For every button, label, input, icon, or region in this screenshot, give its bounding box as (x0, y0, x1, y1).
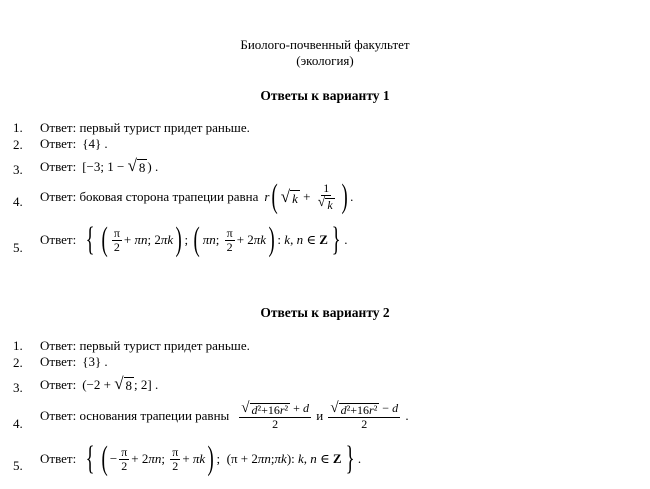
v1-item2-num: 2. (13, 137, 23, 152)
v2-item2-prefix: Ответ: (40, 354, 77, 369)
v2-item5-math: { ( − $\frac{\pi}{2}$ + 2 πn ; $\frac{\pi}{2}$ + πk ) ; (π + 2 πn ; πk ): k , n ∈ Z } . (85, 440, 362, 477)
v1-item2 (40, 136, 108, 152)
v1-item5 (40, 223, 347, 257)
v1-item4-math: r ( √ k + 1 √ k ) . (264, 178, 354, 215)
v2-item5-num: 5. (13, 458, 23, 473)
v2-item3 (40, 375, 158, 394)
v1-item2-math: {4} . (82, 136, 108, 151)
v2-item2 (40, 354, 108, 370)
v1-item3-math: [−3; 1 − √ 8 ) . (82, 156, 159, 175)
v1-item4 (40, 180, 353, 214)
v1-item5-math: { ( $\frac{\pi}{2}$ + πn ; 2 πk ) ; ( πn ; $\frac{\pi}{2}$ + 2 πk ) : k , n ∈ Z } . (85, 221, 348, 258)
v1-item3-num: 3. (13, 162, 23, 177)
v1-item1-text: Ответ: первый турист придет раньше. (40, 120, 250, 135)
v2-item3-prefix: Ответ: (40, 376, 77, 392)
variant1-title: Ответы к варианту 1 (260, 88, 390, 103)
faculty-subtitle: (экология) (296, 53, 354, 68)
v2-item4-prefix: Ответ: основания трапеции равны (40, 408, 230, 423)
faculty-title: Биолого-почвенный факультет (240, 37, 410, 52)
v2-item3-math: (−2 + √ 8 ; 2] . (82, 374, 159, 393)
v2-item2-num: 2. (13, 355, 23, 370)
v2-item3-num: 3. (13, 380, 23, 395)
v2-item1-num: 1. (13, 338, 23, 353)
v1-item4-num: 4. (13, 194, 23, 209)
v2-item1-text: Ответ: первый турист придет раньше. (40, 338, 250, 353)
v2-item5-prefix: Ответ: (40, 451, 77, 466)
v1-item3 (40, 157, 158, 176)
v1-item5-prefix: Ответ: (40, 232, 77, 247)
v1-item3-prefix: Ответ: (40, 158, 77, 174)
v2-item5 (40, 442, 361, 476)
v1-item5-num: 5. (13, 240, 23, 255)
v1-item2-prefix: Ответ: (40, 136, 77, 151)
v2-item4-num: 4. (13, 416, 23, 431)
v1-item4-prefix: Ответ: боковая сторона трапеции равна (40, 189, 259, 204)
variant2-title: Ответы к варианту 2 (260, 305, 390, 320)
v2-item2-math: {3} . (82, 354, 108, 369)
v2-item4 (40, 401, 409, 431)
v2-item4-math: √ d²+16r² + d 2 и √ d²+16r² − d 2 . (241, 400, 409, 431)
v2-item4-conj: и (316, 408, 324, 423)
v1-item1-num: 1. (13, 120, 23, 135)
